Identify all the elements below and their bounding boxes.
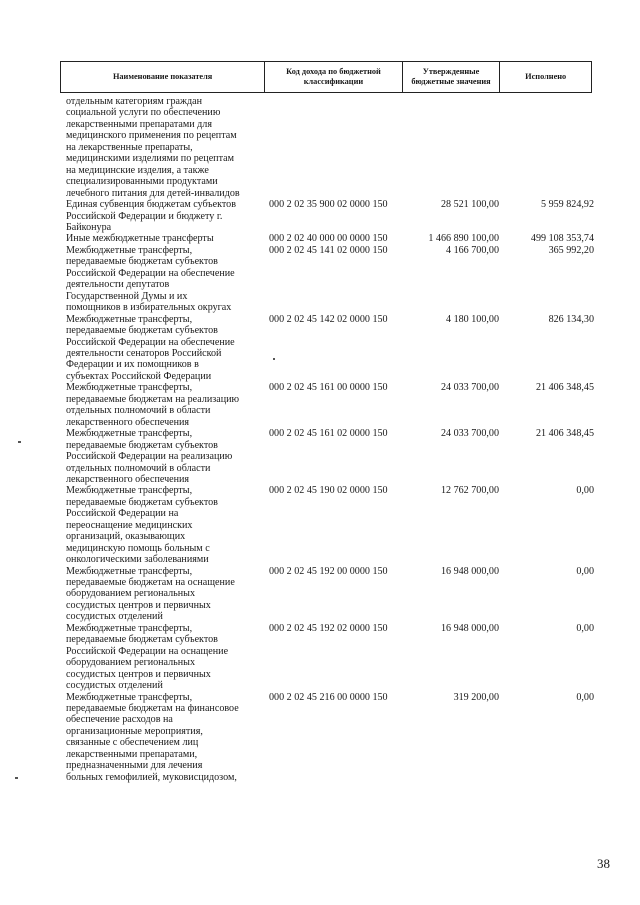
row-exec: 0,00 bbox=[576, 485, 594, 497]
row-exec: 5 959 824,92 bbox=[541, 199, 594, 211]
row-code: 000 2 02 45 161 00 0000 150 bbox=[269, 382, 388, 394]
scan-speck bbox=[18, 441, 21, 443]
table-row bbox=[66, 96, 594, 199]
row-code: 000 2 02 45 216 00 0000 150 bbox=[269, 691, 388, 703]
row-approved bbox=[407, 96, 499, 199]
row-name: Единая субвенция бюджетам субъектов Российской Федерации и бюджету г. Байконура bbox=[66, 199, 236, 233]
row-exec: 365 992,20 bbox=[548, 244, 594, 256]
row-approved: 1 466 890 100,00 bbox=[428, 233, 499, 245]
table-row bbox=[66, 233, 594, 244]
row-name: Межбюджетные трансферты, передаваемые бюджетам на реализацию отдельных полномочий в области лекарственного обеспечения bbox=[66, 382, 240, 428]
row-exec: 21 406 348,45 bbox=[535, 428, 594, 440]
table-row bbox=[66, 428, 594, 485]
row-exec bbox=[499, 96, 594, 199]
row-exec: 0,00 bbox=[576, 565, 594, 577]
row-name: Межбюджетные трансферты, передаваемые бюджетам на финансовое обеспечение расходов на организационные мероприятия, связанные с обеспечением лиц лекарственными препаратами, предназначенными для лечения больных гемофилией, муковисцидозом, bbox=[66, 691, 239, 783]
row-name: Межбюджетные трансферты, передаваемые бюджетам субъектов Российской Федерации на оснащение оборудованием региональных сосудистых центров и первичных сосудистых отделений bbox=[66, 622, 229, 692]
table-row bbox=[66, 566, 594, 623]
table-body bbox=[66, 96, 594, 783]
row-approved: 24 033 700,00 bbox=[440, 382, 499, 394]
header-code: Код дохода по бюджетной классификации bbox=[265, 62, 402, 92]
row-exec: 0,00 bbox=[576, 691, 594, 703]
row-approved: 4 180 100,00 bbox=[446, 313, 499, 325]
table-row bbox=[66, 314, 594, 383]
row-approved: 4 166 700,00 bbox=[446, 244, 499, 256]
row-code: 000 2 02 45 192 00 0000 150 bbox=[269, 565, 388, 577]
row-name: Иные межбюджетные трансферты bbox=[66, 233, 214, 245]
row-approved: 28 521 100,00 bbox=[440, 199, 499, 211]
row-name: Межбюджетные трансферты, передаваемые бюджетам субъектов Российской Федерации на обеспечение деятельности депутатов Государственной Думы и их помощников в избирательных округах bbox=[66, 244, 235, 314]
row-exec: 0,00 bbox=[576, 622, 594, 634]
row-exec: 21 406 348,45 bbox=[535, 382, 594, 394]
row-approved: 319 200,00 bbox=[453, 691, 499, 703]
row-name: Межбюджетные трансферты, передаваемые бюджетам субъектов Российской Федерации на реализацию отдельных полномочий в области лекарственного обеспечения bbox=[66, 428, 233, 485]
page-number: 38 bbox=[597, 856, 610, 871]
table-row bbox=[66, 199, 594, 233]
row-code: 000 2 02 40 000 00 0000 150 bbox=[269, 233, 388, 245]
row-name: Межбюджетные трансферты, передаваемые бюджетам субъектов Российской Федерации на обеспечение деятельности сенаторов Российской Федерации и их помощников в субъектах Российской Федерации bbox=[66, 313, 235, 382]
row-code: 000 2 02 45 161 02 0000 150 bbox=[269, 428, 388, 440]
row-approved: 12 762 700,00 bbox=[440, 485, 499, 497]
header-exec: Исполнено bbox=[525, 72, 567, 81]
row-approved: 16 948 000,00 bbox=[440, 565, 499, 577]
table-row bbox=[66, 692, 594, 784]
row-code: 000 2 02 45 141 02 0000 150 bbox=[269, 244, 388, 256]
table-header bbox=[60, 61, 592, 93]
table-row bbox=[66, 623, 594, 692]
table-row bbox=[66, 485, 594, 565]
header-name: Наименование показателя bbox=[61, 62, 265, 92]
row-code: 000 2 02 35 900 02 0000 150 bbox=[269, 199, 388, 211]
table-row bbox=[66, 245, 594, 314]
row-exec: 499 108 353,74 bbox=[530, 233, 594, 245]
header-approved: Утвержденные бюджетные значения bbox=[403, 62, 501, 92]
row-code: 000 2 02 45 192 02 0000 150 bbox=[269, 622, 388, 634]
row-name: Межбюджетные трансферты, передаваемые бюджетам субъектов Российской Федерации на переоснащение медицинских организаций, оказывающих медицинскую помощь больным с онкологическими заболеваниями bbox=[66, 485, 218, 566]
row-exec: 826 134,30 bbox=[548, 313, 594, 325]
scan-speck bbox=[15, 777, 18, 779]
row-code: 000 2 02 45 190 02 0000 150 bbox=[269, 485, 388, 497]
row-approved: 24 033 700,00 bbox=[440, 428, 499, 440]
row-name: отдельным категориям граждан социальной услуги по обеспечению лекарственными препаратами для медицинского применения по рецептам на лекарственные препараты, медицинскими изделиями по рецептам на медицинские изделия, а также специализированными продуктами лечебного питания для детей-инвалидов bbox=[66, 96, 240, 199]
row-approved: 16 948 000,00 bbox=[440, 622, 499, 634]
row-code bbox=[269, 96, 407, 199]
row-name: Межбюджетные трансферты, передаваемые бюджетам на оснащение оборудованием региональных сосудистых центров и первичных сосудистых отделений bbox=[66, 565, 235, 623]
table-row bbox=[66, 382, 594, 428]
scan-speck bbox=[273, 358, 275, 360]
row-code: 000 2 02 45 142 02 0000 150 bbox=[269, 313, 388, 325]
